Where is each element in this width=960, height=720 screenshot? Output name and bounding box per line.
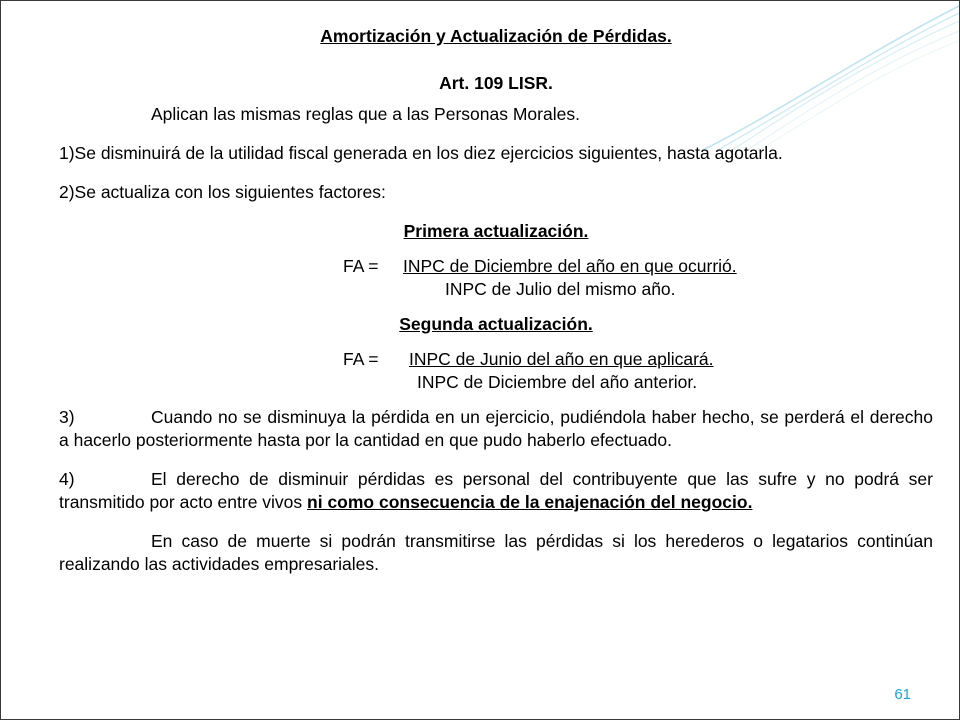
formula-fa-label: FA =	[343, 256, 379, 276]
slide-title: Amortización y Actualización de Pérdidas.	[320, 26, 672, 46]
point-4-text: El derecho de disminuir pérdidas es personal del contribuyente que las sufre y no podrá ser transmitido por acto entre vivos	[59, 469, 933, 512]
closing-paragraph	[59, 530, 933, 576]
formula-numerator: INPC de Junio del año en que aplicará.	[409, 349, 714, 369]
point-3	[59, 406, 933, 452]
first-update-formula	[59, 255, 933, 301]
point-3-text: Cuando no se disminuya la pérdida en un ejercicio, pudiéndola haber hecho, se perderá el derecho a hacerlo posteriormente hasta por la cantidad en que pudo haberlo efectuado.	[59, 407, 933, 450]
formula-denominator: INPC de Diciembre del año anterior.	[417, 372, 698, 392]
formula-fa-label: FA =	[343, 349, 379, 369]
formula-denominator: INPC de Julio del mismo año.	[445, 279, 676, 299]
point-4-emphasis: ni como consecuencia de la enajenación del negocio.	[307, 492, 753, 512]
first-update-heading: Primera actualización.	[403, 221, 589, 241]
formula-numerator: INPC de Diciembre del año en que ocurrió.	[403, 256, 737, 276]
point-1: 1)Se disminuirá de la utilidad fiscal generada en los diez ejercicios siguientes, hasta agotarla.	[59, 143, 783, 163]
point-4-number: 4)	[59, 469, 75, 489]
closing-text: En caso de muerte si podrán transmitirse las pérdidas si los herederos o legatarios continúan realizando las actividades empresariales.	[59, 531, 933, 574]
page-number: 61	[894, 686, 911, 703]
second-update-heading: Segunda actualización.	[399, 314, 593, 334]
point-4	[59, 468, 933, 514]
article-reference: Art. 109 LISR.	[439, 73, 553, 93]
intro-text: Aplican las mismas reglas que a las Personas Morales.	[151, 104, 580, 124]
point-2: 2)Se actualiza con los siguientes factores:	[59, 182, 386, 202]
second-update-formula	[59, 348, 933, 394]
point-3-number: 3)	[59, 407, 75, 427]
slide-content	[59, 25, 933, 592]
